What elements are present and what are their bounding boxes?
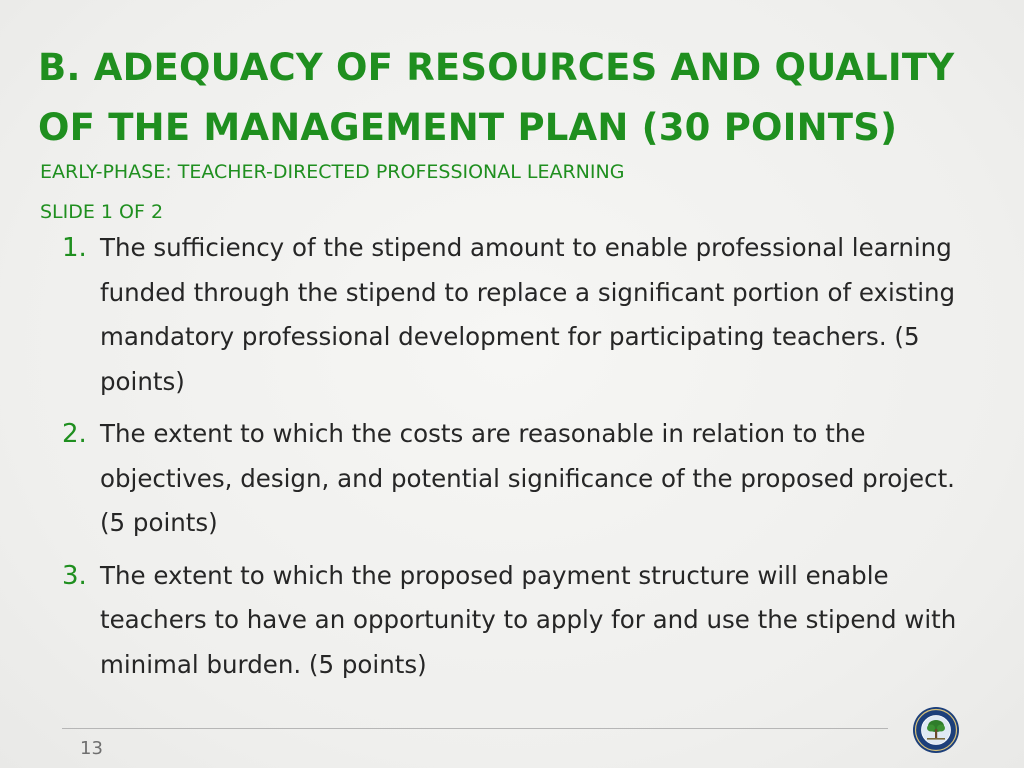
footer-divider	[62, 728, 888, 729]
program-subtitle: EARLY-PHASE: TEACHER-DIRECTED PROFESSIONAL LEARNING	[40, 161, 625, 183]
slide-counter: SLIDE 1 OF 2	[40, 201, 164, 223]
page-number: 13	[80, 738, 103, 759]
criteria-text: The sufficiency of the stipend amount to enable professional learning funded through the stipend to replace a significant portion of existing mandatory professional development for participating teachers. (5 points)	[100, 233, 956, 396]
criteria-list	[62, 226, 962, 695]
criteria-item	[62, 554, 962, 688]
slide-title-line-2: OF THE MANAGEMENT PLAN (30 POINTS)	[38, 106, 898, 149]
department-of-education-seal-icon	[912, 706, 960, 754]
criteria-number: 3.	[62, 560, 87, 591]
criteria-text: The extent to which the proposed payment structure will enable teachers to have an opportunity to apply for and use the stipend with minimal burden. (5 points)	[100, 560, 957, 679]
criteria-text: The extent to which the costs are reasonable in relation to the objectives, design, and potential significance of the proposed project. (5 points)	[100, 419, 955, 537]
slide-title-line-1: B. ADEQUACY OF RESOURCES AND QUALITY	[38, 46, 955, 89]
criteria-item	[62, 226, 962, 404]
slide-title	[38, 38, 998, 158]
criteria-item	[62, 412, 962, 546]
criteria-number: 2.	[62, 419, 87, 449]
criteria-number: 1.	[62, 233, 87, 263]
